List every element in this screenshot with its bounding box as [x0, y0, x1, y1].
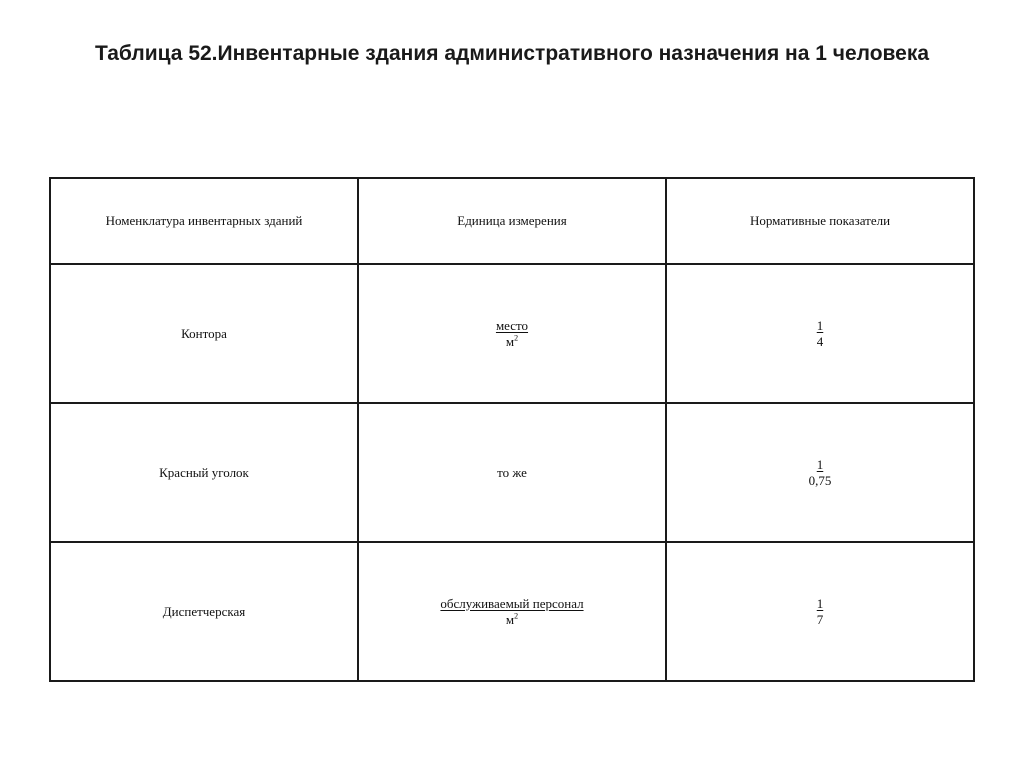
- unit-denominator-wrap: [496, 334, 528, 350]
- unit-fraction: [440, 596, 583, 628]
- cell-norm: [666, 542, 974, 681]
- table-header-row: [50, 178, 974, 264]
- norm-fraction: [817, 596, 824, 628]
- norm-numerator: 1: [816, 595, 824, 611]
- header-cell-norms: Нормативные показатели: [666, 178, 974, 264]
- cell-norm: [666, 264, 974, 403]
- unit-numerator: место: [495, 317, 529, 333]
- unit-denominator: м: [505, 611, 515, 627]
- cell-unit: то же: [358, 403, 666, 542]
- unit-numerator: обслуживаемый персонал: [440, 595, 584, 611]
- cell-building-name: Красный уголок: [50, 403, 358, 542]
- unit-denominator-sup: 2: [514, 333, 519, 343]
- norm-fraction: [817, 318, 824, 350]
- header-cell-unit: Единица измерения: [358, 178, 666, 264]
- norm-denominator: 0,75: [808, 472, 832, 488]
- cell-building-name: Контора: [50, 264, 358, 403]
- norm-numerator: 1: [816, 317, 824, 333]
- cell-unit: [358, 264, 666, 403]
- page-title: Таблица 52.Инвентарные здания административного назначения на 1 человека: [94, 42, 930, 65]
- cell-building-name: Диспетчерская: [50, 542, 358, 681]
- norm-fraction: [809, 457, 832, 489]
- cell-unit: [358, 542, 666, 681]
- norm-denominator: 7: [816, 611, 824, 627]
- table-row: [50, 542, 974, 681]
- unit-denominator-sup: 2: [514, 611, 519, 621]
- unit-fraction: [496, 318, 528, 350]
- header-cell-nomenclature: Номенклатура инвентарных зданий: [50, 178, 358, 264]
- table-row: [50, 403, 974, 542]
- table-row: [50, 264, 974, 403]
- unit-denominator: м: [505, 333, 515, 349]
- norms-table: [49, 177, 975, 682]
- unit-denominator-wrap: [440, 612, 583, 628]
- cell-norm: [666, 403, 974, 542]
- norm-numerator: 1: [816, 456, 824, 472]
- norm-denominator: 4: [816, 333, 824, 349]
